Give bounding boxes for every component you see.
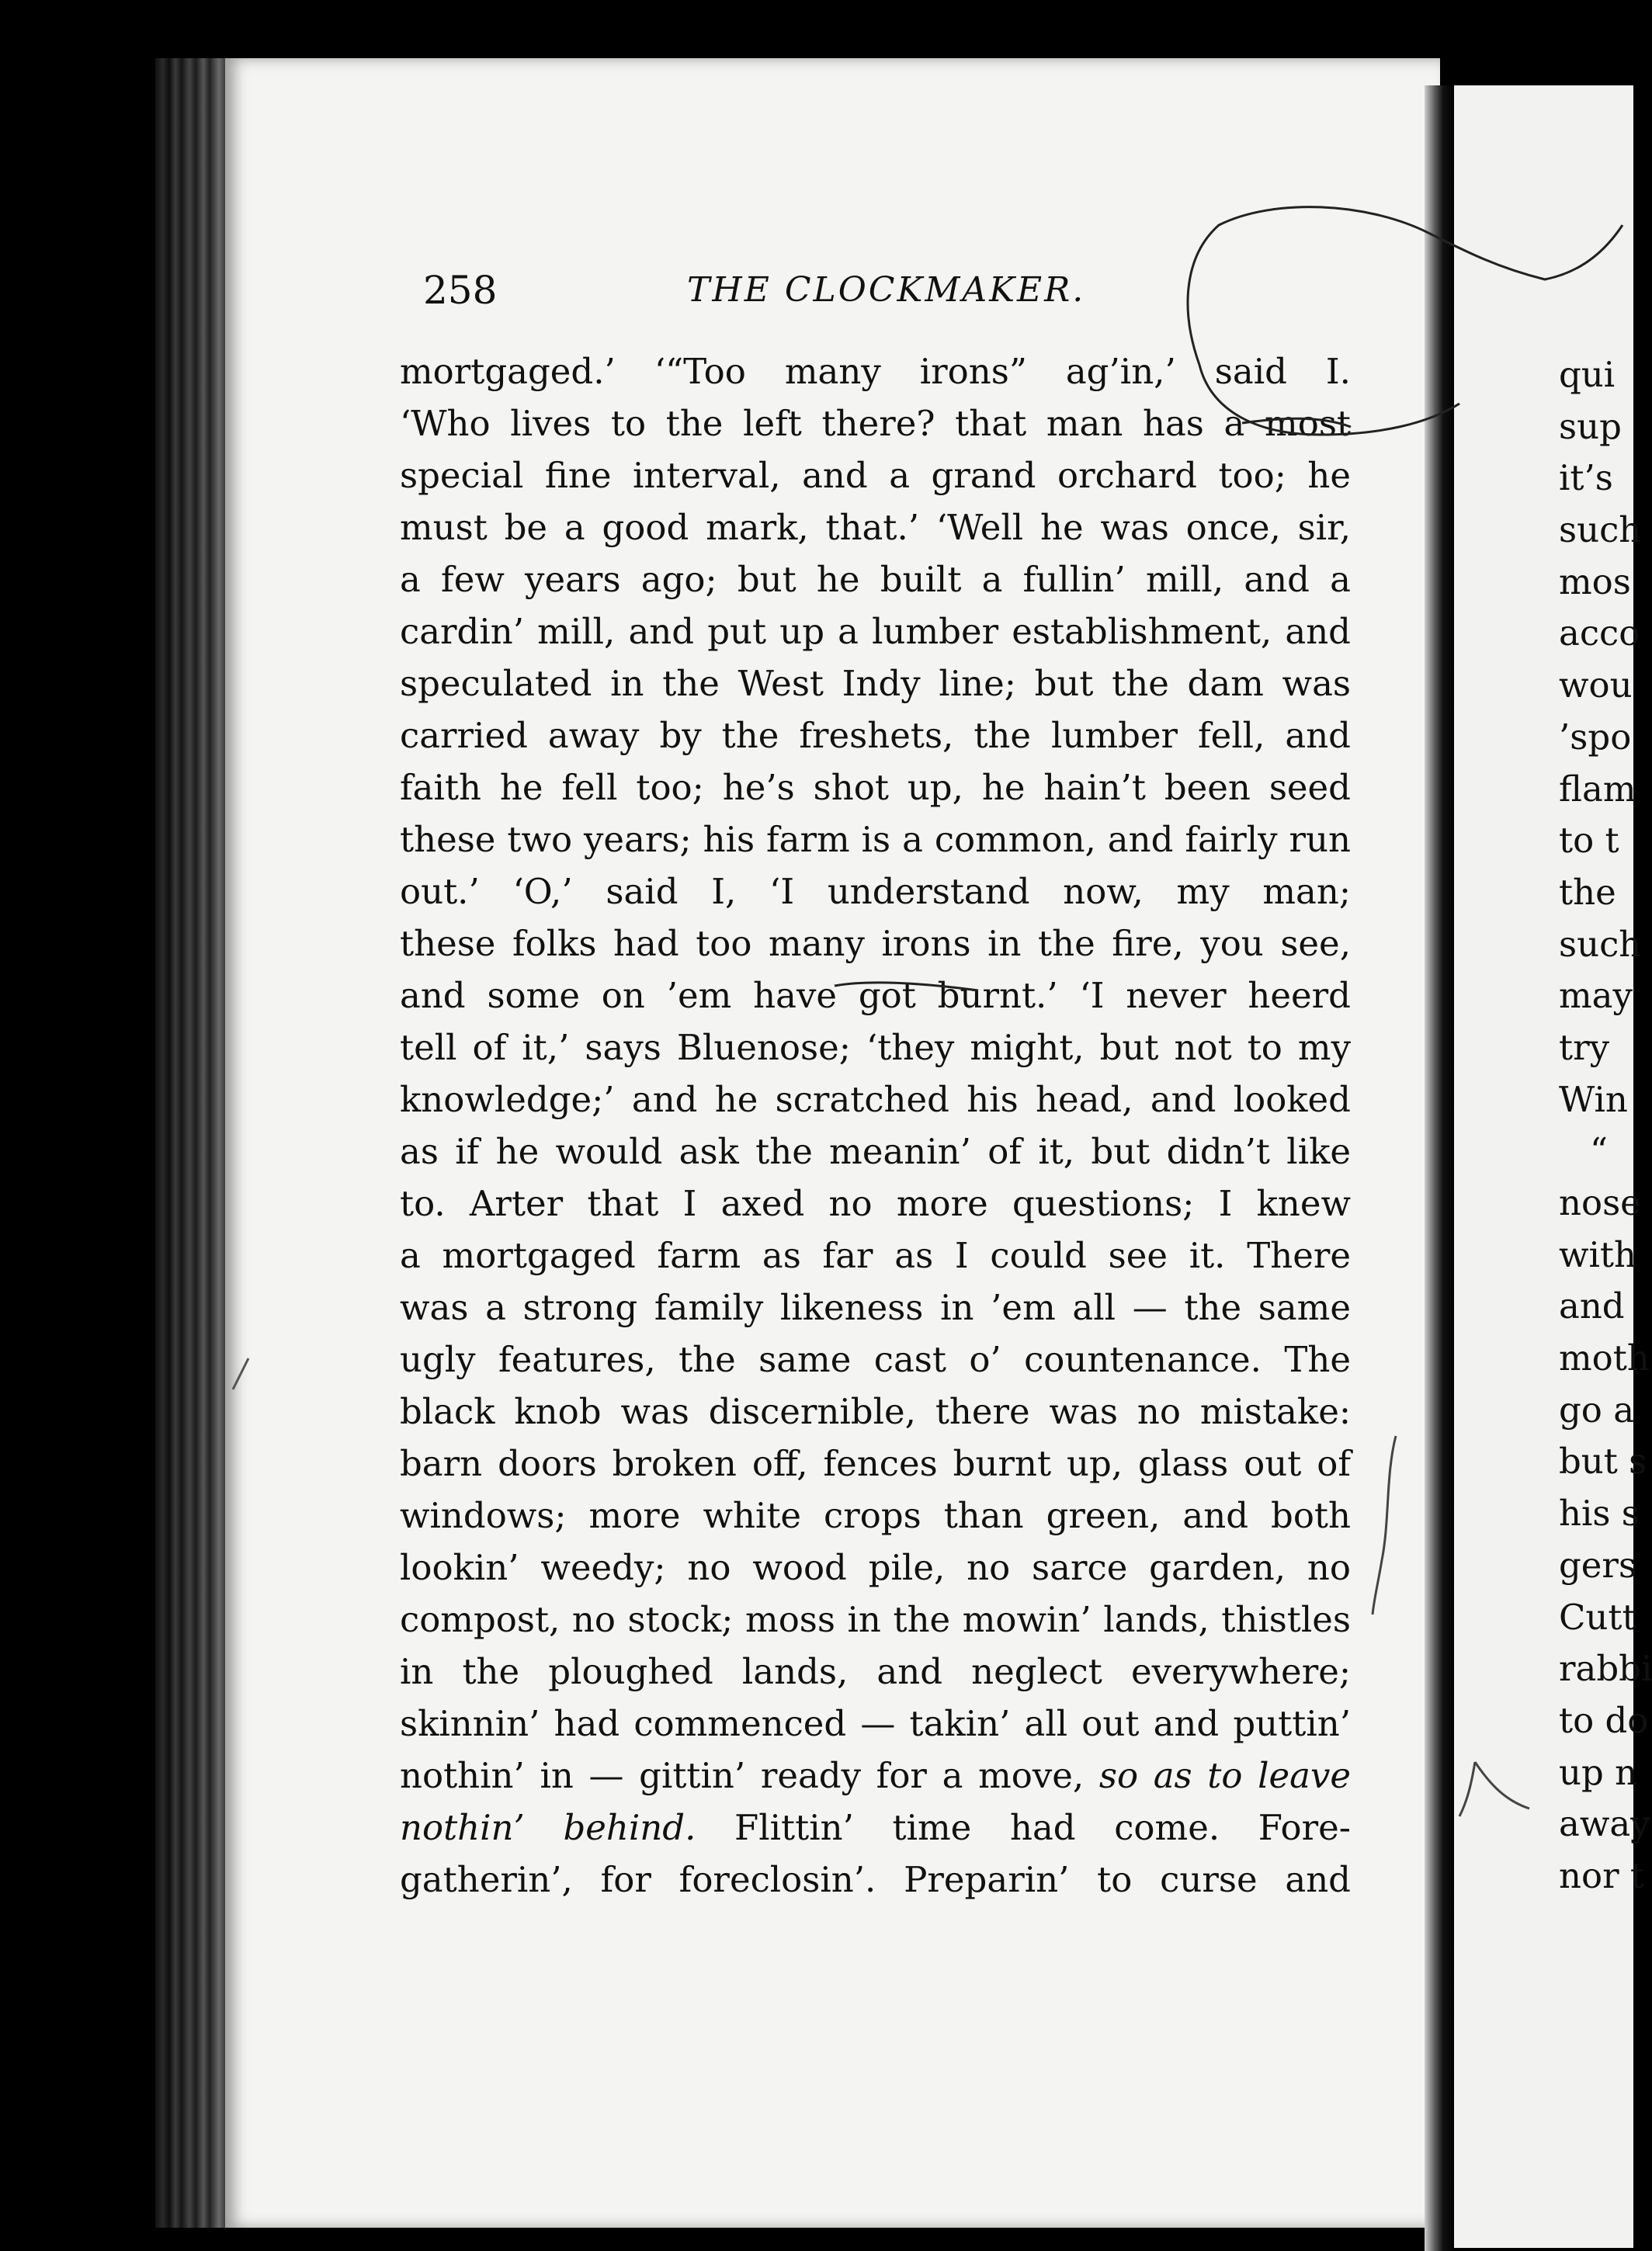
text-span: Flittin’ time had come. Fore- xyxy=(734,1807,1351,1848)
text-fragment: his s xyxy=(1559,1493,1640,1535)
text-line: and some on ’em have got burnt.’ ‘I never heerd xyxy=(400,975,1351,1016)
text-line: ugly features, the same cast o’ countenance. The xyxy=(400,1339,1351,1380)
text-span: nothin’ in — gittin’ ready for a move, xyxy=(400,1755,1085,1796)
text-line: tell of it,’ says Bluenose; ‘they might, but not to my xyxy=(400,1027,1351,1068)
text-line: faith he fell too; he’s shot up, he hain’t been seed xyxy=(400,767,1351,808)
text-fragment: try xyxy=(1559,1026,1610,1068)
text-line: ‘Who lives to the left there? that man has a most xyxy=(400,403,1351,444)
text-line-with-italic xyxy=(400,1750,1351,1802)
text-fragment: go a xyxy=(1559,1389,1635,1431)
text-fragment: “ xyxy=(1590,1130,1609,1172)
book-gutter xyxy=(1425,85,1454,2251)
text-line: black knob was discernible, there was no mistake: xyxy=(400,1391,1351,1432)
text-fragment: such xyxy=(1559,923,1642,965)
text-line: these folks had too many irons in the fire, you see, xyxy=(400,923,1351,964)
text-line: in the ploughed lands, and neglect everywhere; xyxy=(400,1651,1351,1692)
text-line: to. Arter that I axed no more questions; I knew xyxy=(400,1183,1351,1224)
text-line: mortgaged.’ ‘“Too many irons” ag’in,’ said I. xyxy=(400,351,1351,392)
text-line: gatherin’, for foreclosin’. Preparin’ to curse and xyxy=(400,1859,1351,1900)
text-fragment: and xyxy=(1559,1285,1625,1327)
text-line: these two years; his farm is a common, and fairly run xyxy=(400,819,1351,860)
text-fragment: nor t xyxy=(1559,1854,1644,1896)
text-fragment: qui xyxy=(1559,354,1616,395)
text-fragment: Cutt xyxy=(1559,1596,1636,1638)
text-fragment: ’spo xyxy=(1559,716,1632,758)
text-fragment: wou xyxy=(1559,664,1633,706)
text-fragment: acco xyxy=(1559,612,1640,654)
page-number: 258 xyxy=(423,268,498,313)
text-line: out.’ ‘O,’ said I, ‘I understand now, my man; xyxy=(400,871,1351,912)
text-line: compost, no stock; moss in the mowin’ lands, thistles xyxy=(400,1599,1351,1640)
text-line: was a strong family likeness in ’em all — the same xyxy=(400,1287,1351,1328)
text-fragment: such xyxy=(1559,509,1642,551)
text-line: special fine interval, and a grand orchard too; he xyxy=(400,455,1351,496)
text-line: skinnin’ had commenced — takin’ all out and puttin’ xyxy=(400,1703,1351,1744)
text-fragment: away xyxy=(1559,1803,1650,1845)
italic-span: so as to leave xyxy=(1098,1755,1351,1796)
text-fragment: gers xyxy=(1559,1544,1637,1586)
text-fragment: may xyxy=(1559,975,1633,1017)
text-line: carried away by the freshets, the lumber fell, and xyxy=(400,715,1351,756)
italic-span: nothin’ behind. xyxy=(400,1807,696,1848)
text-fragment: Win xyxy=(1559,1078,1628,1120)
text-fragment: flam xyxy=(1559,768,1636,810)
body-text xyxy=(400,345,1351,1906)
text-line: must be a good mark, that.’ ‘Well he was once, sir, xyxy=(400,507,1351,548)
text-fragment: to t xyxy=(1559,820,1619,862)
text-fragment: sup xyxy=(1559,405,1622,447)
text-fragment: but s xyxy=(1559,1441,1647,1483)
text-line-with-italic xyxy=(400,1802,1351,1854)
running-title: THE CLOCKMAKER. xyxy=(687,270,1086,310)
text-line: speculated in the West Indy line; but the dam was xyxy=(400,663,1351,704)
text-fragment: moth xyxy=(1559,1337,1650,1379)
text-line: knowledge;’ and he scratched his head, and looked xyxy=(400,1079,1351,1120)
text-fragment: with xyxy=(1559,1233,1636,1275)
text-line: windows; more white crops than green, and both xyxy=(400,1495,1351,1536)
text-line: as if he would ask the meanin’ of it, but didn’t like xyxy=(400,1131,1351,1172)
text-fragment: it’s xyxy=(1559,457,1613,499)
text-fragment: mos xyxy=(1559,560,1631,602)
text-fragment: up n xyxy=(1559,1751,1638,1793)
right-page xyxy=(1454,85,1652,2248)
text-line: barn doors broken off, fences burnt up, glass out of xyxy=(400,1443,1351,1484)
text-fragment: nose xyxy=(1559,1182,1641,1223)
text-line: cardin’ mill, and put up a lumber establishment, and xyxy=(400,611,1351,652)
right-page-text xyxy=(1559,349,1652,1902)
text-line: a few years ago; but he built a fullin’ mill, and a xyxy=(400,559,1351,600)
running-head xyxy=(423,268,1339,322)
text-fragment: rabbi xyxy=(1559,1648,1652,1690)
text-fragment: the xyxy=(1559,871,1616,913)
text-fragment: to do xyxy=(1559,1699,1649,1741)
text-line: lookin’ weedy; no wood pile, no sarce garden, no xyxy=(400,1547,1351,1588)
text-line: a mortgaged farm as far as I could see it. There xyxy=(400,1235,1351,1276)
